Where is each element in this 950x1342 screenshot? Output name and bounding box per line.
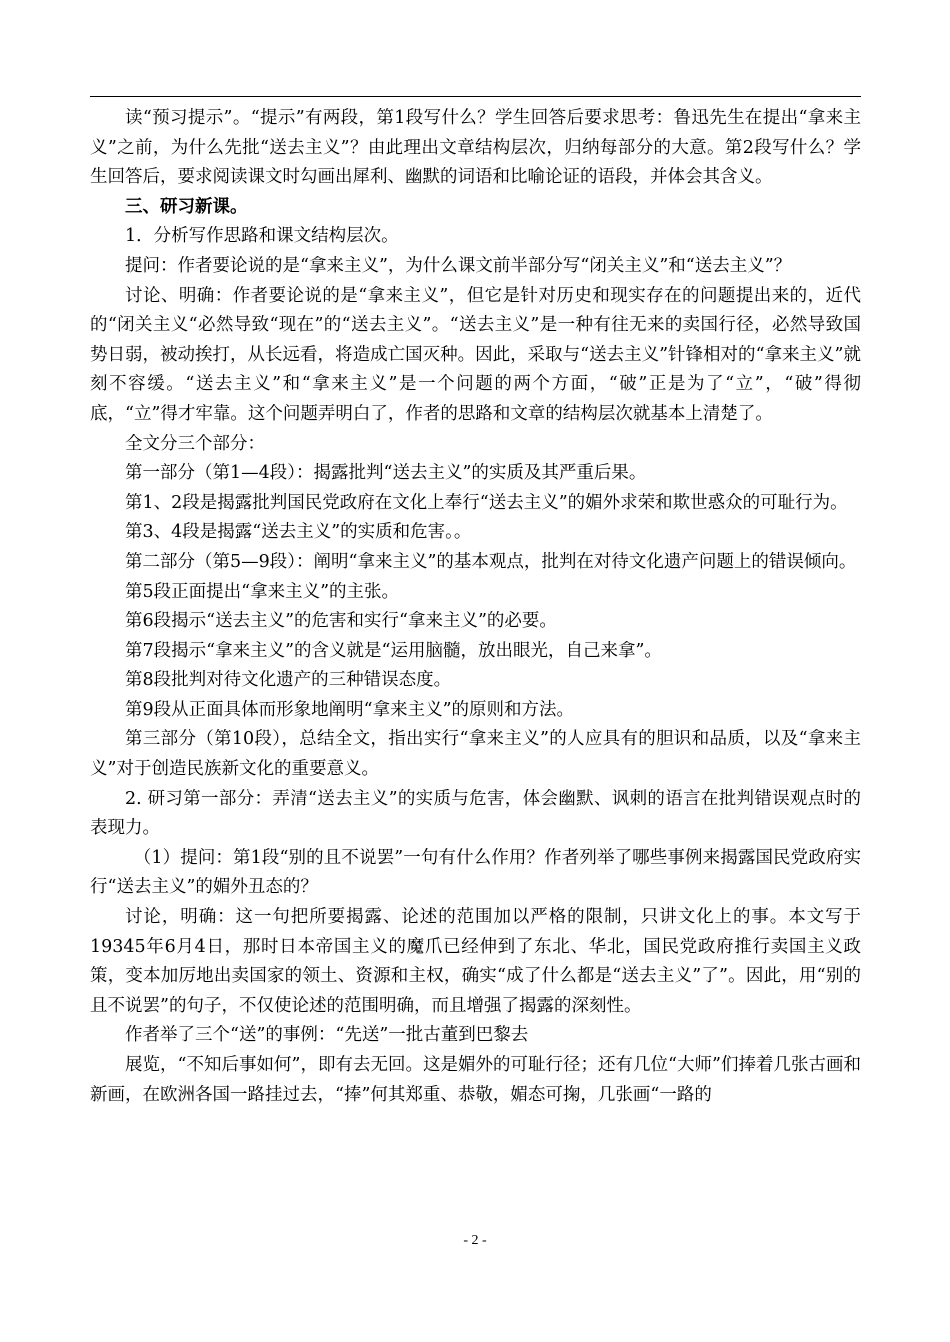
- paragraph: 第1、2段是揭露批判国民党政府在文化上奉行“送去主义”的媚外求荣和欺世惑众的可耻行为。: [125, 492, 848, 513]
- paragraph: 1．分析写作思路和课文结构层次。: [125, 226, 399, 247]
- paragraph: 提问：作者要论说的是“拿来主义”，为什么课文前半部分写“闭关主义”和“送去主义”？: [125, 255, 792, 276]
- page-number: - 2 -: [463, 1233, 487, 1248]
- paragraph: 第3、4段是揭露“送去主义”的实质和危害。。: [125, 522, 472, 543]
- paragraph: 第5段正面提出“拿来主义”的主张。: [125, 581, 400, 602]
- paragraph: 第二部分（第5—9段）：阐明“拿来主义”的基本观点，批判在对待文化遗产问题上的错误倾向。: [125, 551, 857, 572]
- paragraph: 2. 研习第一部分：弄清“送去主义”的实质与危害，体会幽默、讽刺的语言在批判错误观点时的表现力。: [90, 788, 861, 839]
- paragraph: 第6段揭示“送去主义”的危害和实行“拿来主义”的必要。: [125, 611, 557, 632]
- paragraph: 第一部分（第1—4段）：揭露批判“送去主义”的实质及其严重后果。: [125, 463, 647, 484]
- paragraph: 全文分三个部分：: [125, 433, 265, 454]
- paragraph: 讨论，明确：这一句把所要揭露、论述的范围加以严格的限制，只讲文化上的事。本文写于19345年6月4日，那时日本帝国主义的魔爪已经伸到了东北、华北，国民党政府推行卖国主义政策，变本加厉地出卖国家的领土、资源和主权，确实“成了什么都是“送去主义”了”。因此，用“别的且不说罢”的句子，不仅使论述的范围明确，而且增强了揭露的深刻性。: [90, 907, 861, 1016]
- section-heading: 三、研习新课。: [125, 196, 248, 217]
- paragraph: 第三部分（第10段），总结全文，指出实行“拿来主义”的人应具有的胆识和品质，以及“拿来主义”对于创造民族新文化的重要意义。: [90, 729, 861, 780]
- document-body: [90, 104, 861, 1110]
- paragraph: 讨论、明确：作者要论说的是“拿来主义”，但它是针对历史和现实存在的问题提出来的，近代的“闭关主义“必然导致“现在”的“送去主义”。“送去主义”是一种有往无来的卖国行径，必然导致国势日弱，被动挨打，从长远看，将造成亡国灭种。因此，采取与“送去主义”针锋相对的“拿来主义”就刻不容缓。“送去主义”和“拿来主义”是一个问题的两个方面，“破”正是为了“立”，“破”得彻底，“立”得才牢靠。这个问题弄明白了，作者的思路和文章的结构层次就基本上清楚了。: [90, 285, 861, 424]
- paragraph: 展览，“不知后事如何”，即有去无回。这是媚外的可耻行径；还有几位“大师”们捧着几张古画和新画，在欧洲各国一路挂过去，“捧”何其郑重、恭敬，媚态可掬，几张画“一路的: [90, 1055, 861, 1105]
- paragraph: 作者举了三个“送”的事例：“先送”一批古董到巴黎去: [125, 1025, 529, 1046]
- paragraph: 第7段揭示“拿来主义”的含义就是“运用脑髓，放出眼光，自己来拿”。: [125, 640, 662, 661]
- paragraph: （1）提问：第1段“别的且不说罢”一句有什么作用？作者列举了哪些事例来揭露国民党政府实行“送去主义”的媚外丑态的？: [90, 847, 861, 898]
- paragraph: 读“预习提示”。“提示”有两段，第1段写什么？学生回答后要求思考：鲁迅先生在提出“拿来主义”之前，为什么先批“送去主义”？由此理出文章结构层次，归纳每部分的大意。第2段写什么？学生回答后，要求阅读课文时勾画出犀利、幽默的词语和比喻论证的语段，并体会其含义。: [90, 108, 861, 188]
- paragraph: 第8段批判对待文化遗产的三种错误态度。: [125, 670, 452, 691]
- paragraph: 第9段从正面具体而形象地阐明“拿来主义”的原则和方法。: [125, 699, 575, 720]
- header-rule: [90, 96, 861, 97]
